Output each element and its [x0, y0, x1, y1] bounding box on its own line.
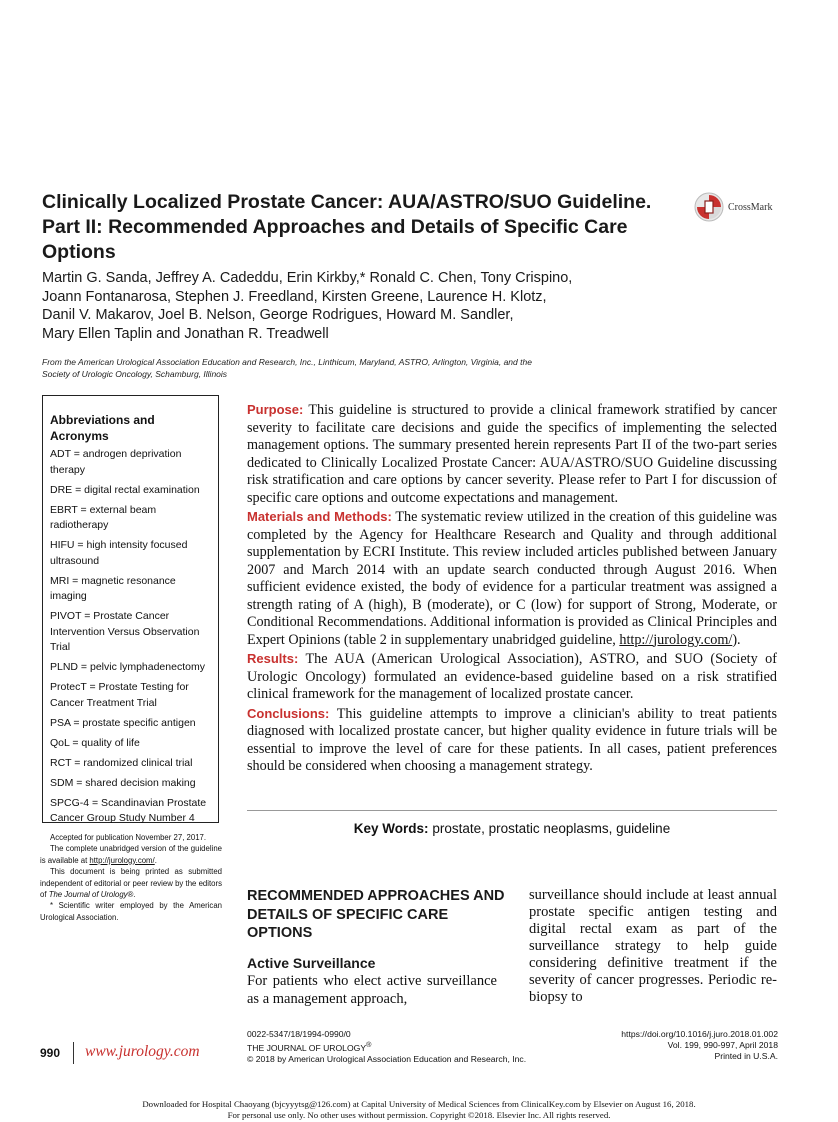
keywords-divider	[247, 810, 777, 811]
abbreviations-title: Abbreviations and Acronyms	[50, 413, 155, 443]
author-line: Mary Ellen Taplin and Jonathan R. Treadwell	[42, 325, 329, 342]
conclusions-text: This guideline attempts to improve a clinician's ability to treat patients diagnosed with localized prostate cancer, but higher quality evidence in future trials will be essential to improve the level of care for these patients. In all cases, patient preferences should be considered when choosing a management strategy.	[247, 705, 777, 774]
website-link[interactable]: www.jurology.com	[85, 1043, 200, 1060]
abbreviation-item: PSA = prostate specific antigen	[50, 716, 196, 729]
unabridged-link[interactable]: http://jurology.com/	[89, 855, 155, 865]
abbreviation-item: SDM = shared decision making	[50, 776, 196, 789]
purpose-text: This guideline is structured to provide a clinical framework stratified by cancer severity to facilitate care decisions and guide the specifics of implementing the selected management options. The summary presented herein represents Part II of the two-part series dedicated to Clinically Localized Prostate Cancer: AUA/ASTRO/SUO Guideline discussing risk stratification and care options by cancer severity. Please refer to Part I for discussion of specific care options and outcome expectations and management.	[247, 402, 777, 506]
footer-citation-info	[540, 1029, 778, 1062]
abbreviation-item: PIVOT = Prostate Cancer Intervention Versus Observation Trial	[50, 610, 200, 653]
keywords-label: Key Words:	[353, 821, 429, 836]
section-heading: RECOMMENDED APPROACHES AND DETAILS OF SPECIFIC CARE OPTIONS	[247, 888, 505, 941]
conclusions-label: Conclusions:	[247, 705, 330, 721]
abbreviation-item: HIFU = high intensity focused ultrasound	[50, 539, 188, 567]
author-line: Martin G. Sanda, Jeffrey A. Cadeddu, Erin Kirkby,* Ronald C. Chen, Tony Crispino,	[42, 270, 573, 286]
footer-divider	[73, 1042, 74, 1064]
abbreviations-box	[42, 395, 219, 823]
doi-link[interactable]: https://doi.org/10.1016/j.juro.2018.01.002	[621, 1029, 778, 1039]
page-number: 990	[40, 1046, 61, 1060]
body-text-column-2: surveillance should include at least annual prostate specific antigen testing and digital rectal exam as part of the surveillance strategy to help guide considering definitive treatment if the severity of cancer progresses. Periodic re-biopsy to	[529, 887, 777, 1005]
abbreviation-item: ADT = androgen deprivation therapy	[50, 448, 182, 476]
title-line-2: Part II: Recommended Approaches and Details of Specific Care	[42, 216, 628, 238]
abbreviation-item: QoL = quality of life	[50, 736, 140, 749]
copyright: © 2018 by American Urological Association Education and Research, Inc.	[247, 1053, 527, 1064]
download-line: For personal use only. No other uses without permission. Copyright ©2018. Elsevier Inc. All rights reserved.	[227, 1109, 611, 1120]
affiliation-line: From the American Urological Association Education and Research, Inc., Linthicum, Maryland, ASTRO, Arlington, Virginia, and the	[42, 357, 532, 367]
footer-publication-info	[247, 1029, 577, 1065]
volume-info: Vol. 199, 990-997, April 2018	[667, 1040, 778, 1050]
download-line: Downloaded for Hospital Chaoyang (bjcyyytsg@126.com) at Capital University of Medical Sciences from ClinicalKey.com by Elsevier on August 16, 2018.	[142, 1099, 696, 1109]
title-line-3: Options	[42, 241, 116, 263]
methods-text: The systematic review utilized in the creation of this guideline was completed by the Agency for Healthcare Research and Quality and through additional supplementation by ECRI Institute. This review included articles published between January 2007 and March 2014 with an update search conducted through August 2016. When sufficient evidence existed, the body of evidence for a particular treatment was assigned a strength rating of A (high), B (moderate), or C (low) for support of Strong, Moderate, or Conditional Recommendations. Additional information is provided as Clinical Principles and Expert Opinions (table 2 in supplementary unabridged guideline,	[247, 509, 777, 648]
purpose-label: Purpose:	[247, 402, 304, 417]
journal-name: The Journal of Urology	[48, 890, 128, 900]
writer-note: * Scientific writer employed by the American Urological Association.	[40, 901, 222, 922]
abstract-results	[247, 650, 777, 704]
abbreviation-item: RCT = randomized clinical trial	[50, 756, 193, 769]
abbreviation-item: ProtecT = Prostate Testing for Cancer Treatment Trial	[50, 681, 189, 709]
abbreviation-item: DRE = digital rectal examination	[50, 483, 200, 496]
abbreviation-item: PLND = pelvic lymphadenectomy	[50, 661, 205, 673]
abstract-methods: Materials and Methods: The systematic review utilized in the creation of this guideline was completed by the Agency for Healthcare Research and Quality and through additional supplementation by ECRI Institute. This review included articles published between January 2007 and March 2014 with an update search conducted through August 2016. When sufficient evidence existed, the body of evidence for a particular treatment was assigned a strength rating of A (high), B (moderate), or C (low) for support of Strong, Moderate, or Conditional Recommendations. Additional information is provided as Clinical Principles and Expert Opinions (table 2 in supplementary unabridged guideline, http://jurology.com/).	[247, 509, 777, 648]
article-title	[42, 190, 692, 265]
unabridged-note: The complete unabridged version of the guideline is available at http://jurology.com/.	[40, 844, 222, 865]
affiliation	[42, 356, 742, 380]
journal-title: THE JOURNAL OF UROLOGY®	[247, 1041, 372, 1053]
results-text: The AUA (American Urological Association), ASTRO, and SUO (Society of Urologic Oncology) formulated an evidence-based guideline based on a risk stratified clinical framework for the management of localized prostate cancer.	[247, 651, 777, 702]
title-line-1: Clinically Localized Prostate Cancer: AUA/ASTRO/SUO Guideline.	[42, 191, 652, 213]
accepted-note: Accepted for publication November 27, 2017.	[50, 833, 207, 842]
printed-in: Printed in U.S.A.	[714, 1051, 778, 1061]
abstract	[247, 401, 777, 777]
author-line: Danil V. Makarov, Joel B. Nelson, George Rodrigues, Howard M. Sandler,	[42, 307, 514, 323]
download-notice	[0, 1099, 838, 1120]
subsection-heading: Active Surveillance	[247, 955, 376, 971]
crossmark-label: CrossMark	[728, 202, 773, 213]
methods-link[interactable]: http://jurology.com/	[619, 631, 733, 648]
keywords-text: prostate, prostatic neoplasms, guideline	[432, 821, 671, 836]
abbreviation-item: MRI = magnetic resonance imaging	[50, 574, 176, 602]
publication-notes	[40, 832, 222, 923]
abbreviation-item: SPCG-4 = Scandinavian Prostate Cancer Group Study Number 4	[50, 796, 207, 824]
crossmark-badge[interactable]	[694, 192, 794, 226]
abbreviation-item: EBRT = external beam radiotherapy	[50, 503, 157, 531]
author-list	[42, 269, 762, 343]
results-label: Results:	[247, 651, 299, 666]
crossmark-icon	[694, 192, 724, 222]
author-line: Joann Fontanarosa, Stephen J. Freedland, Kirsten Greene, Laurence H. Klotz,	[42, 288, 547, 305]
abstract-purpose	[247, 401, 777, 507]
issn: 0022-5347/18/1994-0990/0	[247, 1029, 351, 1039]
methods-label: Materials and Methods:	[247, 509, 392, 524]
printed-note: This document is being printed as submitted independent of editorial or peer review by the editors of The Journal of Urology®.	[40, 867, 222, 900]
affiliation-line: Society of Urologic Oncology, Schamburg, Illinois	[42, 369, 228, 379]
keywords	[247, 821, 777, 836]
body-text-column-1: For patients who elect active surveillance as a management approach,	[247, 973, 497, 1007]
abstract-conclusions	[247, 705, 777, 776]
